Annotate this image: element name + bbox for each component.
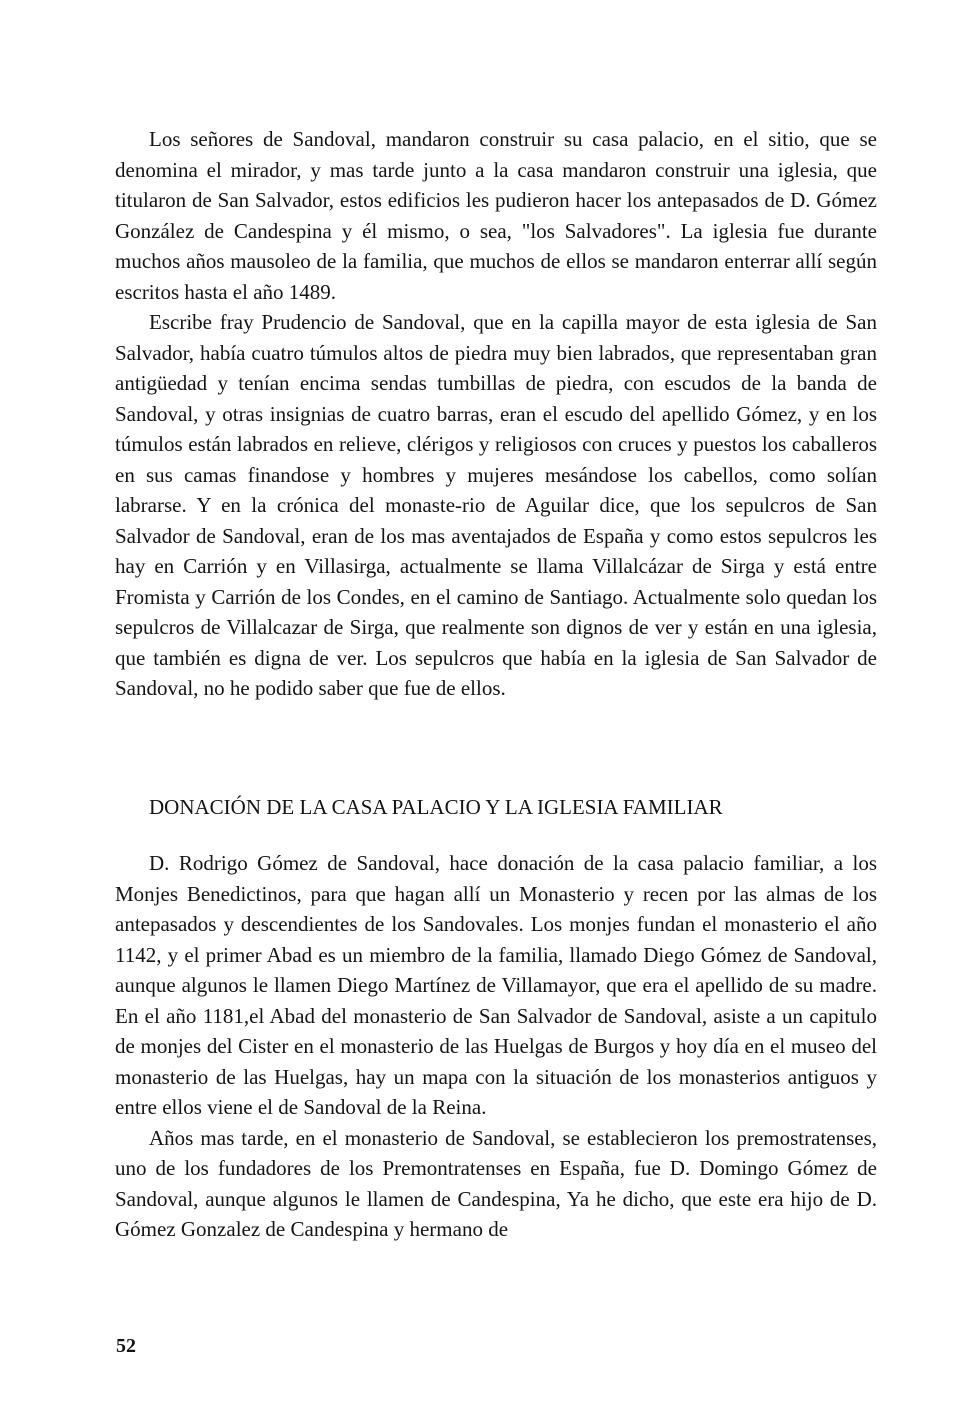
page-number: 52 [116,1335,136,1357]
paragraph: Años mas tarde, en el monasterio de Sandoval, se establecieron los premostratenses, uno de los fundadores de los Premontratenses en España, fue D. Domingo Gómez de Sandoval, aunque algunos le llamen de Candespina, Ya he dicho, que este era hijo de D. Gómez Gonzalez de Candespina y hermano de [115,1125,877,1241]
body-text-section-2 [115,848,877,1245]
section-heading: DONACIÓN DE LA CASA PALACIO Y LA IGLESIA FAMILIAR [149,795,723,819]
paragraph: Escribe fray Prudencio de Sandoval, que en la capilla mayor de esta iglesia de San Salvador, había cuatro túmulos altos de piedra muy bien labrados, que representaban gran antigüedad y tenían encima sendas tumbillas de piedra, con escudos de la banda de Sandoval, y otras insignias de cuatro barras, eran el escudo del apellido Gómez, y en los túmulos están labrados en relieve, clérigos y religiosos con cruces y puestos los caballeros en sus camas finandose y hombres y mujeres mesándose los cabellos, como solían labrarse. Y en la crónica del monaste-rio de Aguilar dice, que los sepulcros de San Salvador de Sandoval, eran de los mas aventajados de España y como estos sepulcros les hay en Carrión y en Villasirga, actualmente se llama Villalcázar de Sirga y está entre Fromista y Carrión de los Condes, en el camino de Santiago. Actualmente solo quedan los sepulcros de Villalcazar de Sirga, que realmente son dignos de ver y están en una iglesia, que también es digna de ver. Los sepulcros que había en la iglesia de San Salvador de Sandoval, no he podido saber que fue de ellos. [115,310,877,700]
paragraph: Los señores de Sandoval, mandaron construir su casa palacio, en el sitio, que se denomina el mirador, y mas tarde junto a la casa mandaron construir una iglesia, que titularon de San Salvador, estos edificios les pudieron hacer los antepasados de D. Gómez González de Candespina y él mismo, o sea, "los Salvadores". La iglesia fue durante muchos años mausoleo de la familia, que muchos de ellos se mandaron enterrar allí según escritos hasta el año 1489. [115,127,877,304]
paragraph: D. Rodrigo Gómez de Sandoval, hace donación de la casa palacio familiar, a los Monjes Benedictinos, para que hagan allí un Monasterio y recen por las almas de los antepasados y descendientes de los Sandovales. Los monjes fundan el monasterio el año 1142, y el primer Abad es un miembro de la familia, llamado Diego Gómez de Sandoval, aunque algunos le llamen Diego Martínez de Villamayor, que era el apellido de su madre. En el año 1181,el Abad del monasterio de San Salvador de Sandoval, asiste a un capitulo de monjes del Cister en el monasterio de las Huelgas de Burgos y hoy día en el museo del monasterio de las Huelgas, hay un mapa con la situación de los monasterios antiguos y entre ellos viene el de Sandoval de la Reina. [115,851,877,1119]
body-text-section-1 [115,124,877,704]
